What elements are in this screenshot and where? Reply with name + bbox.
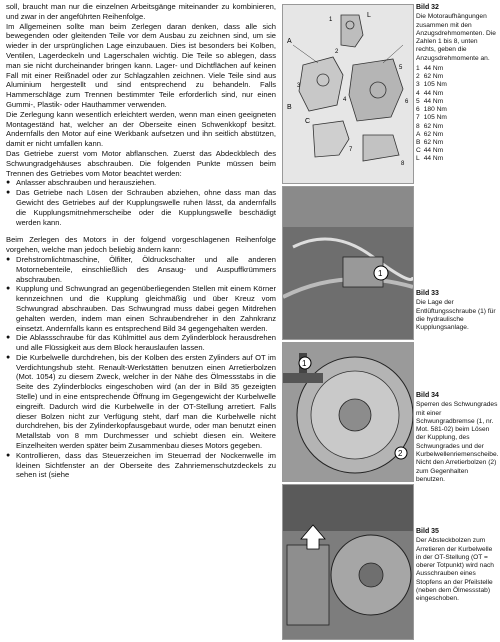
torque-row [416, 123, 450, 131]
torque-row [416, 155, 450, 163]
figure-caption-32 [416, 4, 498, 164]
caption-title: Bild 33 [416, 290, 439, 297]
caption-text: Die Lage der Entlüftungsschraube (1) für die hydraulische Kupplungsanlage. [416, 299, 496, 332]
bullet-list [6, 255, 276, 480]
torque-row [416, 147, 450, 155]
torque-value: 180 Nm [423, 106, 447, 114]
torque-key: 5 [416, 97, 420, 105]
figure-caption-34 [416, 392, 498, 484]
bullet-item: ● Kupplung und Schwungrad an gegenüberliegenden Stellen mit einem Körner kennzeichnen und die Kupplung gleichmäßig und über Kreuz vom Schwungrad abschrauben. Das Schwungrad muss dabei gegen Mitdrehen gehalten werden, indem man einen Schraubendreher in den Zahnkranz einsetzt. Andernfalls kann es entsprechend Bild 34 gegengehalten werden. [6, 284, 276, 333]
figure-label: 1 [302, 359, 307, 368]
torque-value: 62 Nm [423, 73, 444, 81]
bullet-list [6, 178, 276, 227]
figure-label: 3 [297, 83, 301, 89]
caption-text: Sperren des Schwungrades mit einer Schwungradbremse (1, nr. Mot. 581-02) beim Lösen der Kupplung, des Schwungrades und der Kurbelwellenriemenscheibe. Nicht den Arretierbolzen (2) zum Gegenhalten benutzen. [416, 401, 499, 483]
main-text-column [6, 2, 276, 640]
figure-label: 7 [349, 147, 353, 153]
torque-row [416, 98, 450, 106]
figure-label: 1 [329, 17, 333, 23]
torque-table [416, 65, 450, 163]
clutch-bleed-screw-illustration [282, 186, 414, 340]
flywheel-lock-illustration [282, 342, 414, 482]
caption-text: Die Motoraufhängungen zusammen mit den Anzugsdrehmomenten. Die Zahlen 1 bis 8, unten rechts, geben die Anzugsdrehmomente an. [416, 13, 496, 62]
torque-value: 105 Nm [423, 114, 447, 122]
engine-mounts-illustration [282, 4, 414, 184]
torque-key: A [416, 130, 421, 138]
figure-label: 1 [378, 269, 383, 278]
torque-row [416, 81, 450, 89]
caption-title: Bild 32 [416, 4, 439, 11]
torque-key: 6 [416, 106, 420, 114]
bullet-item: ● Das Getriebe nach Lösen der Schrauben abziehen, ohne dass man das Gewicht des Getriebes auf der Kupplungswelle ruhen lässt, da andernfalls die Kupplungsmitnehmerscheibe oder die Kupplungswelle beschädigt werden kann. [6, 188, 276, 227]
torque-row [416, 65, 450, 73]
bullet-item: ● Drehstromlichtmaschine, Ölfilter, Öldruckschalter und alle anderen Motornebenteile, einschließlich des Ansaug- und Auspuffkrümmers abschrauben. [6, 255, 276, 284]
figure-label: 4 [343, 97, 347, 103]
torque-value: 62 Nm [423, 122, 444, 130]
figure-label: A [287, 38, 292, 45]
body-paragraph: soll, braucht man nur die einzelnen Arbeitsgänge miteinander zu kombinieren, und zwar in der angeführten Reihenfolge. [6, 2, 276, 21]
torque-value: 44 Nm [423, 65, 444, 73]
figure-label: 8 [401, 161, 405, 167]
torque-key: 3 [416, 81, 420, 89]
torque-key: 2 [416, 73, 420, 81]
figure-label: B [287, 104, 292, 111]
body-paragraph: Beim Zerlegen des Motors in der folgend vorgeschlagenen Reihenfolge vorgehen, welche man jedoch beliebig ändern kann: [6, 235, 276, 255]
torque-value: 44 Nm [423, 147, 444, 155]
figure-label: 2 [335, 49, 339, 55]
caption-title: Bild 34 [416, 392, 439, 399]
torque-row [416, 114, 450, 122]
bullet-item: ● Kontrollieren, dass das Steuerzeichen im Steuerrad der Nockenwelle im kleinen Sichtfenster an der Oberseite des Zahnriemenschutzdeckels zu sehen ist (siehe [6, 451, 276, 480]
bullet-item: ● Die Kurbelwelle durchdrehen, bis der Kolben des ersten Zylinders auf OT im Verdichtungshub steht. Renault-Werkstätten benutzen einen Arretierbolzen (Mot. 1054) zu diesem Zweck, welcher in der Nähe des Ölmessstabs in die Seite des Zylinderblocks eingeschoben wird (an der in Bild 35 gezeigten Stelle) und in eine entsprechende Öffnung im Gegengewicht der Kurbelwelle eingreift. Dadurch wird die Kurbelwelle in der OT-Stellung arretiert. Falls dieser Bolzen nicht zur Verfügung steht, darf man die Kurbelwelle nicht durchdrehen, bis der Zylinderkopfausgebaut wurde, oder man benutzt einen Metallstab von 8 mm Durchmesser und schiebt diesen ein. Weitere Einzelheiten werden später beim Zusammenbau dieses Motors gegeben. [6, 353, 276, 451]
body-paragraph: Die Zerlegung kann wesentlich erleichtert werden, wenn man einen geeigneten Montageständ hat, welcher an der Oberseite einen Schwenkkopf besitzt. Andernfalls den Motor auf eine Werkbank aufsetzen und ihn seitlich abstützen, damit er nicht umfallen kann. [6, 109, 276, 149]
bullet-item: ● Anlasser abschrauben und herausziehen. [6, 178, 276, 188]
torque-key: L [416, 155, 420, 163]
body-paragraph: Im Allgemeinen sollte man beim Zerlegen daran denken, dass alle sich bewegenden oder gleitenden Teile vor dem Ausbau zu zeichnen sind, um sie wieder in der ursprünglichen Lage einzubauen. Dies ist besonders bei Kolben, Ventilen, Lagerdeckeln und Lagerschalen wichtig. Die Teile so ablegen, dass man sie nicht durcheinander bringen kann. Lager- und Dichtflächen auf keinen Fall mit einer Reißnadel oder zur Schlagzahlen zeichnen. Viele Teile sind aus Aluminium hergestellt und sind entsprechend zu behandeln. Falls Hammerschläge zum Trennen bestimmter Teile erforderlich sind, nur einen Gummi-, Plastik- oder Hauthammer verwenden. [6, 21, 276, 109]
figure-label: C [305, 118, 311, 125]
figure-label: 2 [398, 449, 403, 458]
torque-row [416, 73, 450, 81]
bullet-item: ● Die Ablassschraube für das Kühlmittel aus dem Zylinderblock herausdrehen und alle Flüssigkeit aus dem Block herauslaufen lassen. [6, 333, 276, 353]
torque-value: 44 Nm [423, 97, 444, 105]
torque-key: C [416, 147, 421, 155]
body-paragraph: Das Getriebe zuerst vom Motor abflanschen. Zuerst das Abdeckblech des Schwungradgehäuses abschrauben. Die folgenden Punkte müssen beim Trennen des Getriebes vom Motor beachtet werden: [6, 148, 276, 178]
flywheel-drawing [283, 343, 413, 481]
torque-row [416, 106, 450, 114]
clutch-bleed-drawing [283, 187, 413, 339]
torque-value: 44 Nm [423, 155, 444, 163]
engine-mounts-drawing [283, 5, 413, 183]
torque-row [416, 139, 450, 147]
figure-label: 6 [405, 99, 409, 105]
figure-caption-33 [416, 290, 498, 332]
figure-caption-35 [416, 528, 498, 604]
torque-value: 62 Nm [423, 138, 444, 146]
torque-key: 8 [416, 122, 420, 130]
caption-title: Bild 35 [416, 528, 439, 535]
figure-label: 5 [399, 65, 403, 71]
torque-key: B [416, 138, 421, 146]
crankshaft-drawing [283, 485, 413, 639]
torque-row [416, 131, 450, 139]
torque-key: 1 [416, 65, 420, 73]
torque-value: 44 Nm [423, 89, 444, 97]
crankshaft-tdc-pin-illustration [282, 484, 414, 640]
caption-text: Der Absteckbolzen zum Arretieren der Kurbelwelle in der OT-Stellung (OT = oberer Totpunkt) wird nach Ausschrauben eines Stopfens an der Pfeilstelle (neben dem Ölmessstab) eingeschoben. [416, 537, 494, 603]
figure-label: L [367, 12, 371, 19]
torque-key: 7 [416, 114, 420, 122]
torque-key: 4 [416, 89, 420, 97]
torque-value: 105 Nm [423, 81, 447, 89]
torque-value: 62 Nm [423, 130, 444, 138]
torque-row [416, 90, 450, 98]
